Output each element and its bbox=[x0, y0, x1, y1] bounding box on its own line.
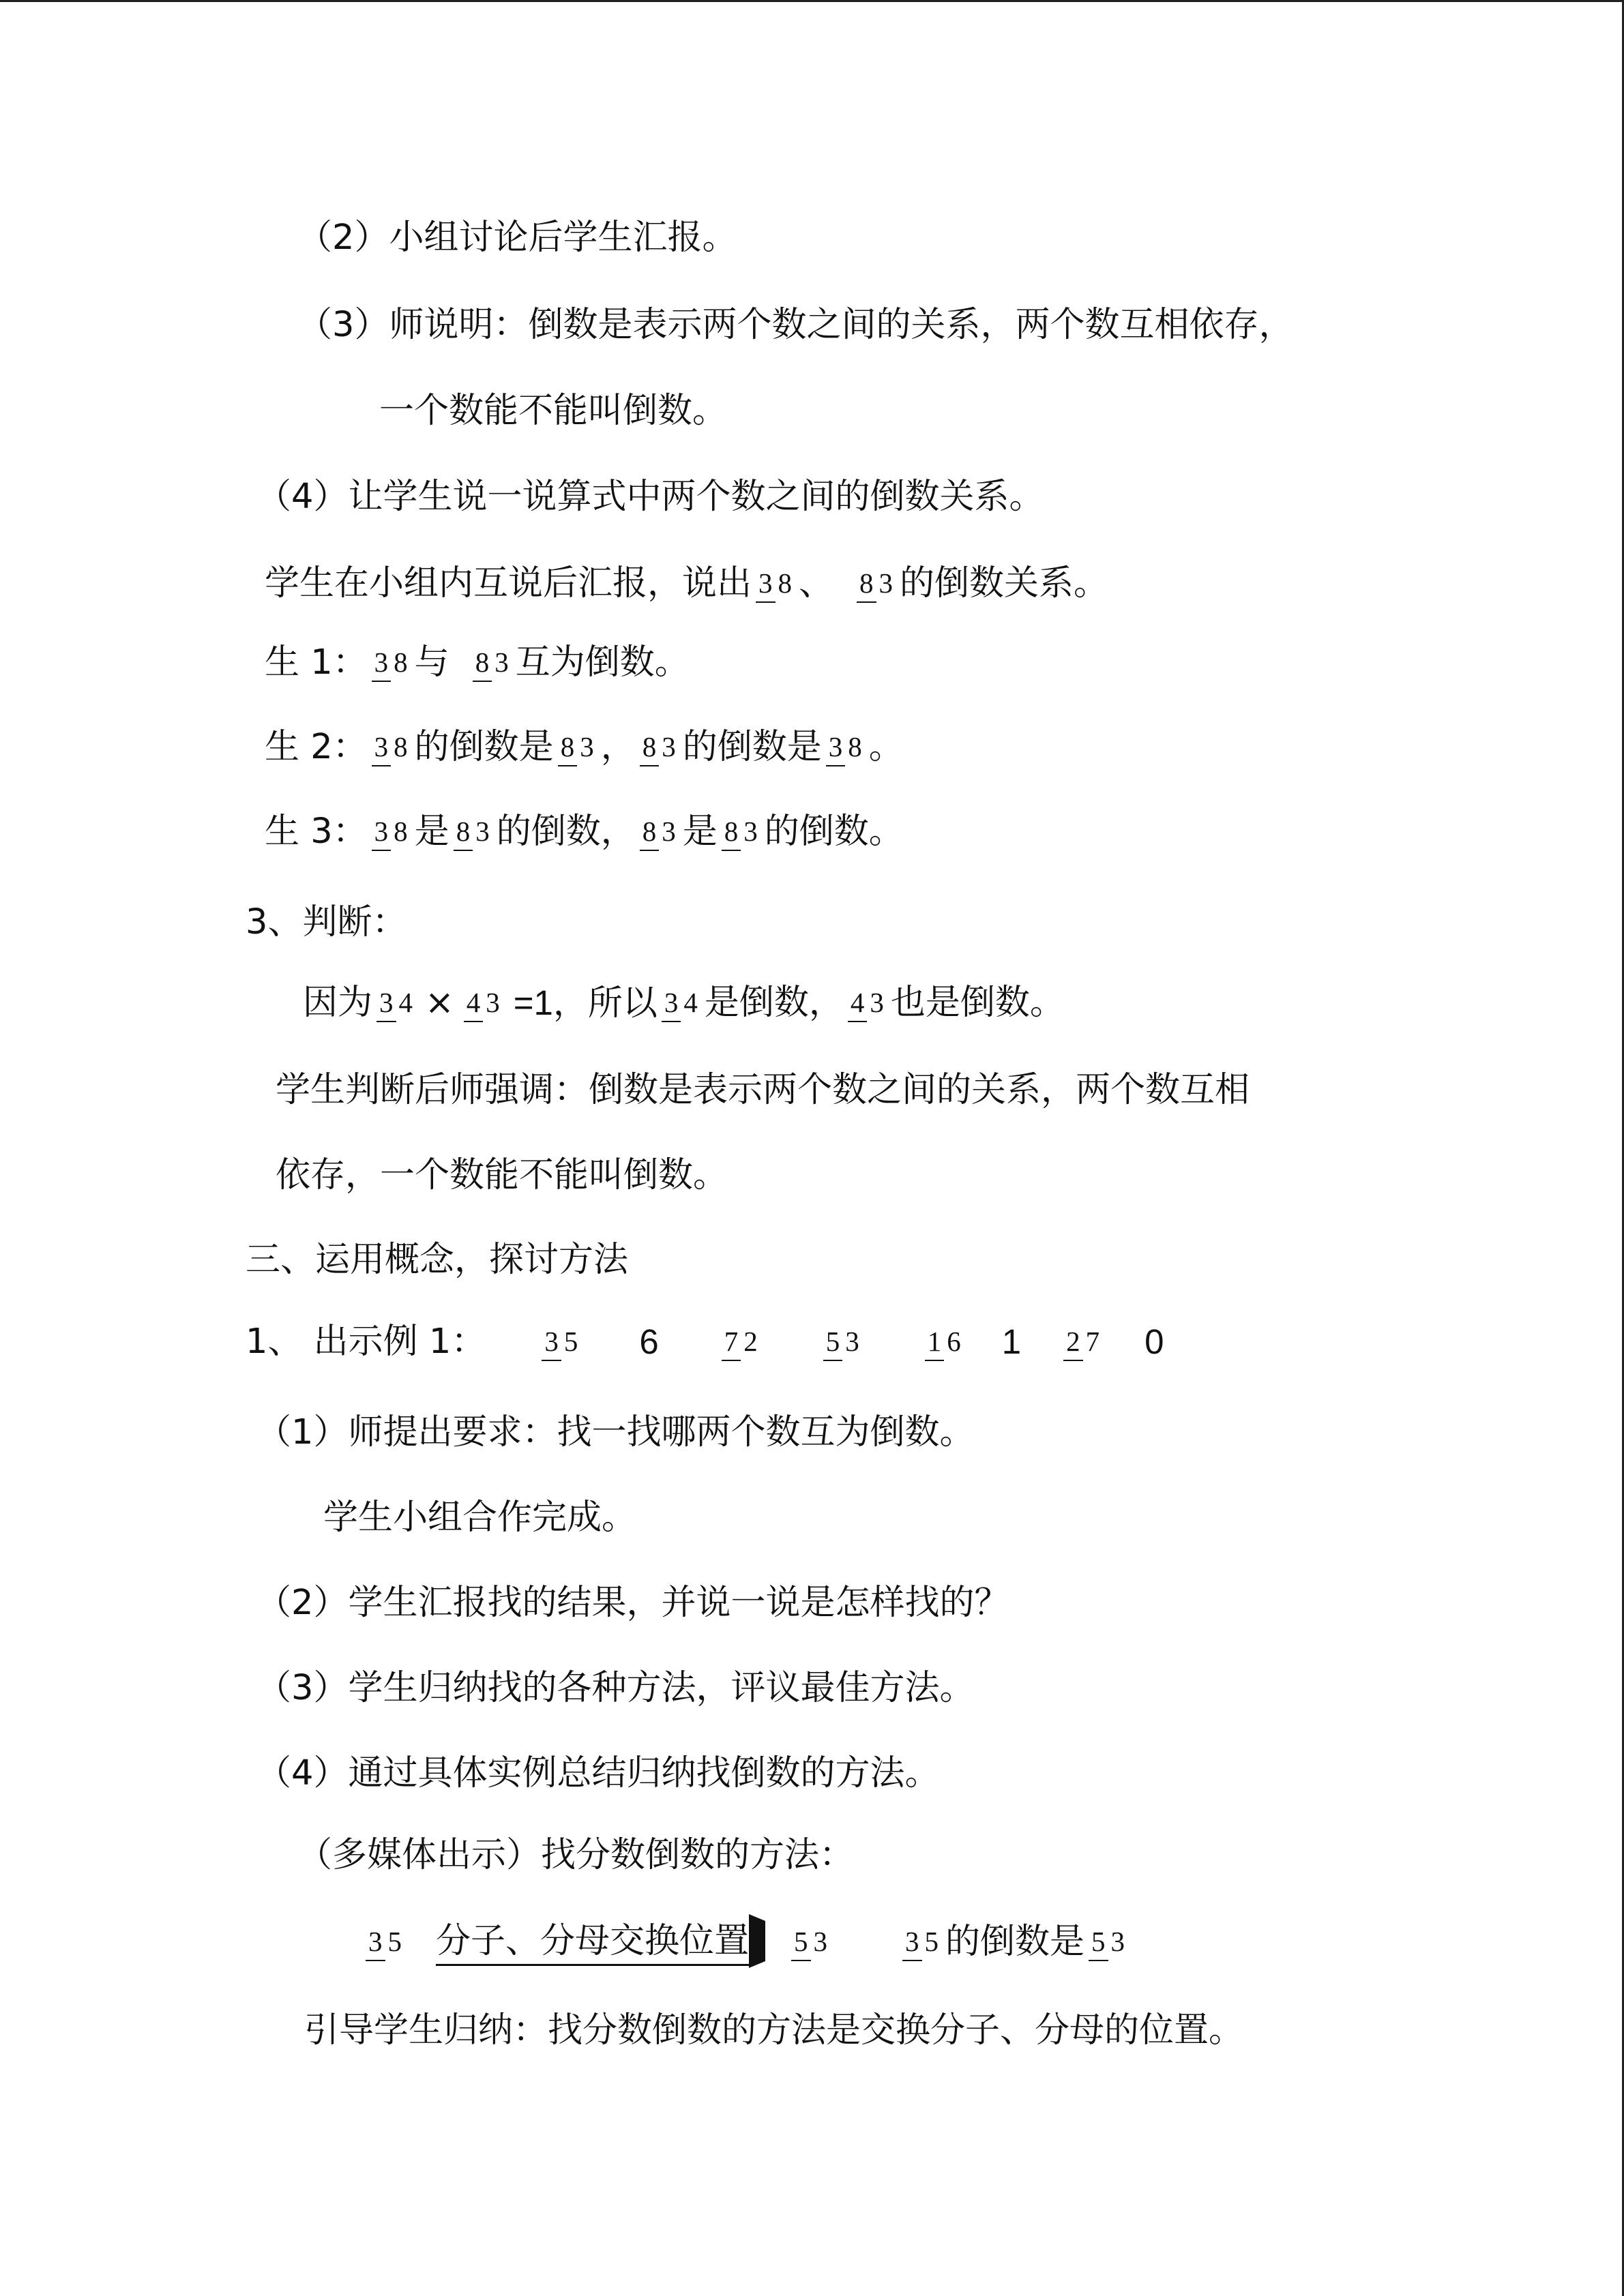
text-line bbox=[256, 1583, 1009, 1623]
fraction bbox=[662, 986, 700, 1018]
denominator: 5 bbox=[924, 1925, 939, 1957]
denominator: 3 bbox=[1110, 1925, 1125, 1957]
speaker-label: 生 2： bbox=[265, 726, 368, 767]
swap-arrow bbox=[436, 1922, 753, 1960]
paragraph-text: 学生判断后师强调：倒数是表示两个数之间的关系，两个数互相 bbox=[276, 1070, 1250, 1110]
text-line bbox=[256, 1412, 975, 1452]
text-line bbox=[303, 964, 1065, 1041]
text-line bbox=[297, 218, 737, 258]
number: 1 bbox=[1001, 1322, 1022, 1361]
paragraph-text: 、 bbox=[799, 563, 834, 603]
text-line bbox=[297, 305, 1294, 345]
numerator: 8 bbox=[454, 816, 473, 851]
text-line bbox=[379, 391, 728, 431]
numerator: 3 bbox=[377, 987, 396, 1022]
paragraph-text: 因为 bbox=[303, 982, 373, 1023]
paragraph-text: 的倒数是 bbox=[414, 726, 554, 767]
denominator: 3 bbox=[879, 567, 894, 599]
numerator: 3 bbox=[826, 731, 846, 766]
paragraph-text: 也是倒数。 bbox=[890, 982, 1065, 1023]
numerator: 8 bbox=[473, 646, 492, 682]
fraction bbox=[1063, 1325, 1102, 1357]
fraction bbox=[848, 986, 887, 1018]
text-line bbox=[256, 477, 1044, 517]
fraction bbox=[1089, 1925, 1127, 1957]
numerator: 3 bbox=[372, 731, 392, 766]
numerator: 5 bbox=[791, 1926, 811, 1961]
denominator: 3 bbox=[580, 730, 594, 762]
fraction bbox=[857, 569, 896, 597]
text-line bbox=[256, 1668, 975, 1708]
denominator: 4 bbox=[398, 986, 413, 1018]
paragraph-text: 一个数能不能叫倒数。 bbox=[379, 391, 728, 431]
paragraph-text: （4）通过具体实例总结归纳找倒数的方法。 bbox=[256, 1753, 940, 1793]
section-heading bbox=[246, 1240, 629, 1280]
text-line bbox=[265, 708, 904, 786]
paragraph-text: 与 bbox=[414, 642, 449, 683]
fraction bbox=[372, 815, 411, 847]
denominator: 3 bbox=[662, 730, 676, 762]
fraction bbox=[558, 730, 597, 762]
numerator: 3 bbox=[662, 987, 681, 1022]
text-line bbox=[297, 1835, 855, 1875]
speaker-label: 生 3： bbox=[265, 811, 368, 852]
fraction bbox=[823, 1325, 862, 1357]
numerator: 8 bbox=[640, 731, 660, 766]
fraction bbox=[722, 815, 761, 847]
numerator: 3 bbox=[366, 1926, 385, 1961]
paragraph-text: 的倒数是 bbox=[945, 1921, 1085, 1962]
paragraph-text: 。 bbox=[868, 726, 904, 767]
paragraph-text: （2）学生汇报找的结果，并说一说是怎样找的？ bbox=[256, 1583, 1009, 1623]
paragraph-text: 是倒数， bbox=[704, 982, 844, 1023]
denominator: 3 bbox=[475, 815, 490, 847]
denominator: 3 bbox=[870, 986, 884, 1018]
fraction bbox=[372, 730, 411, 762]
numerator: 7 bbox=[722, 1326, 741, 1361]
paragraph-text: （1）师提出要求：找一找哪两个数互为倒数。 bbox=[256, 1412, 975, 1452]
denominator: 4 bbox=[683, 986, 698, 1018]
paragraph-text: （多媒体出示）找分数倒数的方法： bbox=[297, 1835, 855, 1875]
example-line bbox=[246, 1302, 1164, 1380]
numerator: 4 bbox=[848, 987, 868, 1022]
example-label: 1、 出示例 1： bbox=[246, 1321, 486, 1362]
denominator: 2 bbox=[743, 1325, 758, 1357]
denominator: 8 bbox=[394, 815, 408, 847]
paragraph-text: 是 bbox=[682, 811, 718, 852]
fraction bbox=[640, 730, 679, 762]
denominator: 3 bbox=[486, 986, 500, 1018]
paragraph-text: 互为倒数。 bbox=[515, 642, 690, 683]
numerator: 3 bbox=[756, 567, 776, 603]
fraction bbox=[464, 986, 503, 1018]
arrow-head-icon bbox=[749, 1914, 765, 1968]
heading-text: 三、运用概念，探讨方法 bbox=[246, 1240, 629, 1280]
denominator: 3 bbox=[494, 646, 509, 678]
denominator: 5 bbox=[387, 1925, 402, 1957]
paragraph-text: ， bbox=[600, 726, 636, 767]
paragraph-text: 的倒数是 bbox=[682, 726, 822, 767]
paragraph-text: 是 bbox=[414, 811, 449, 852]
numerator: 8 bbox=[722, 816, 741, 851]
paragraph-text: 的倒数关系。 bbox=[900, 563, 1109, 603]
numerator: 3 bbox=[372, 816, 392, 851]
denominator: 5 bbox=[563, 1325, 578, 1357]
paragraph-text: 学生小组合作完成。 bbox=[323, 1497, 637, 1538]
paragraph-text: （3）师说明：倒数是表示两个数之间的关系，两个数互相依存， bbox=[297, 305, 1294, 345]
fraction bbox=[902, 1925, 941, 1957]
fraction bbox=[925, 1325, 964, 1357]
paragraph-text: 依存，一个数能不能叫倒数。 bbox=[276, 1155, 728, 1195]
fraction bbox=[377, 986, 415, 1018]
text-line bbox=[276, 1155, 728, 1195]
text-line bbox=[265, 623, 690, 701]
fraction bbox=[640, 815, 679, 847]
paragraph-text: （2）小组讨论后学生汇报。 bbox=[297, 218, 737, 258]
text-line bbox=[265, 544, 1108, 622]
paragraph-text: （3）学生归纳找的各种方法，评议最佳方法。 bbox=[256, 1668, 975, 1708]
paragraph-text: 学生在小组内互说后汇报，说出 bbox=[265, 563, 752, 603]
numerator: 8 bbox=[558, 731, 578, 766]
denominator: 8 bbox=[394, 730, 408, 762]
denominator: 3 bbox=[743, 815, 758, 847]
numerator: 2 bbox=[1063, 1326, 1083, 1361]
numerator: 3 bbox=[902, 1926, 922, 1961]
number: 0 bbox=[1145, 1322, 1164, 1361]
paragraph-text: 的倒数。 bbox=[764, 811, 904, 852]
numerator: 8 bbox=[857, 567, 876, 603]
fraction bbox=[473, 648, 512, 676]
denominator: 7 bbox=[1085, 1325, 1100, 1357]
arrow-label: 分子、分母交换位置 bbox=[436, 1921, 749, 1966]
fraction bbox=[366, 1925, 404, 1957]
numerator: 3 bbox=[542, 1326, 561, 1361]
page-top-border bbox=[0, 0, 1624, 2]
text-line bbox=[304, 2010, 1244, 2051]
numerator: 5 bbox=[1089, 1926, 1108, 1961]
paragraph-text: 的倒数， bbox=[496, 811, 636, 852]
fraction bbox=[454, 815, 492, 847]
fraction bbox=[722, 1325, 761, 1357]
paragraph-text: 引导学生归纳：找分数倒数的方法是交换分子、分母的位置。 bbox=[304, 2010, 1244, 2051]
text-line bbox=[265, 792, 904, 870]
paragraph-text: =1，所以 bbox=[513, 983, 658, 1022]
denominator: 3 bbox=[662, 815, 676, 847]
denominator: 6 bbox=[947, 1325, 961, 1357]
fraction bbox=[372, 648, 411, 676]
fraction bbox=[791, 1925, 830, 1957]
method-diagram bbox=[361, 1903, 1132, 1980]
paragraph-text: （4）让学生说一说算式中两个数之间的倒数关系。 bbox=[256, 477, 1044, 517]
numerator: 8 bbox=[640, 816, 660, 851]
denominator: 8 bbox=[848, 730, 862, 762]
times-sign: × bbox=[425, 982, 454, 1023]
heading-text: 3、判断： bbox=[246, 902, 407, 942]
denominator: 8 bbox=[778, 567, 793, 599]
denominator: 8 bbox=[394, 646, 408, 678]
number: 6 bbox=[639, 1322, 659, 1361]
numerator: 3 bbox=[372, 646, 392, 682]
fraction bbox=[756, 569, 795, 597]
speaker-label: 生 1： bbox=[265, 642, 368, 683]
numerator: 1 bbox=[925, 1326, 945, 1361]
text-line bbox=[276, 1070, 1250, 1110]
text-line bbox=[323, 1497, 637, 1538]
numerator: 5 bbox=[823, 1326, 843, 1361]
numerator: 4 bbox=[464, 987, 484, 1022]
denominator: 3 bbox=[845, 1325, 859, 1357]
section-heading bbox=[246, 902, 407, 942]
text-line bbox=[256, 1753, 940, 1793]
fraction bbox=[826, 730, 865, 762]
fraction bbox=[542, 1325, 580, 1357]
denominator: 3 bbox=[813, 1925, 828, 1957]
